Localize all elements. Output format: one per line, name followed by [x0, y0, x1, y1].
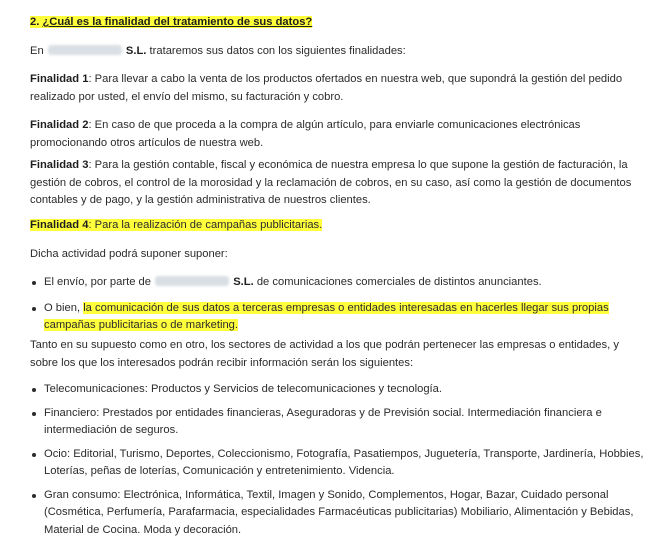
- company-suffix: S.L.: [126, 45, 147, 57]
- activity-list: [30, 274, 648, 335]
- purpose-text: : Para la gestión contable, fiscal y económica de nuestra empresa lo que supone la gestión de facturación, la gestión de cobros, el control de la morosidad y la reclamación de cobros, en su caso, así como la gestión de documentos contables y de pago, y la gestión administrativa de nuestros clientes.: [30, 159, 631, 206]
- purpose-text: : Para la realización de campañas publicitarias.: [88, 219, 322, 231]
- item-text: O bien,: [44, 302, 80, 314]
- purpose-label: Finalidad 2: [30, 119, 88, 131]
- heading-title: ¿Cuál es la finalidad del tratamiento de sus datos?: [42, 16, 312, 28]
- section-heading: [30, 14, 648, 32]
- intro-text: trataremos sus datos con los siguientes finalidades:: [150, 45, 406, 57]
- list-item: [30, 300, 648, 335]
- list-item: Ocio: Editorial, Turismo, Deportes, Coleccionismo, Fotografía, Pasatiempos, Juguetería, Transporte, Jardinería, Hobbies, Loterías, peñas de loterías, Comunicación y entretenimiento. Videncia.: [30, 446, 648, 481]
- purpose-text: : Para llevar a cabo la venta de los productos ofertados en nuestra web, que supondrá la gestión del pedido realizado por usted, el envío del mismo, su facturación y cobro.: [30, 73, 622, 103]
- purpose-text: : En caso de que proceda a la compra de algún artículo, para enviarle comunicaciones electrónicas promocionando otros artículos de nuestra web.: [30, 119, 580, 149]
- list-item: Financiero: Prestados por entidades financieras, Aseguradoras y de Previsión social. Intermediación financiera e intermediación de seguros.: [30, 405, 648, 440]
- highlighted-text: la comunicación de sus datos a terceras empresas o entidades interesadas en hacerles llegar sus propias campañas publicitarias o de marketing.: [44, 302, 609, 332]
- list-item: Telecomunicaciones: Productos y Servicios de telecomunicaciones y tecnología.: [30, 381, 648, 399]
- item-text: El envío, por parte de: [44, 276, 151, 288]
- list-item: Gran consumo: Electrónica, Informática, Textil, Imagen y Sonido, Complementos, Hogar, Bazar, Cuidado personal (Cosmética, Perfumería, Parafarmacia, especialidades Farmacéuticas publicitarias) Mobiliario, Alimentación y Bebidas, Material de Cocina. Moda y decoración.: [30, 487, 648, 539]
- sectors-list: [30, 381, 648, 539]
- item-text: de comunicaciones comerciales de distintos anunciantes.: [257, 276, 542, 288]
- redacted-company-name: [48, 45, 122, 55]
- purpose-3: [30, 157, 648, 210]
- intro-prefix: En: [30, 45, 44, 57]
- list-item: [30, 274, 648, 292]
- purpose-label: Finalidad 1: [30, 73, 88, 85]
- purpose-1: [30, 71, 648, 106]
- company-suffix: S.L.: [233, 276, 254, 288]
- purpose-label: Finalidad 3: [30, 159, 88, 171]
- activity-intro: Dicha actividad podrá suponer suponer:: [30, 246, 648, 264]
- heading-number: 2.: [30, 16, 39, 28]
- purpose-4: [30, 217, 648, 235]
- purpose-2: [30, 117, 648, 152]
- intro-paragraph: [30, 43, 648, 61]
- purpose-label: Finalidad 4: [30, 219, 88, 231]
- sectors-intro: Tanto en su supuesto como en otro, los sectores de actividad a los que podrán pertenecer las empresas o entidades, y sobre los que los interesados podrán recibir información serán los siguientes:: [30, 337, 648, 372]
- redacted-company-name: [155, 276, 229, 286]
